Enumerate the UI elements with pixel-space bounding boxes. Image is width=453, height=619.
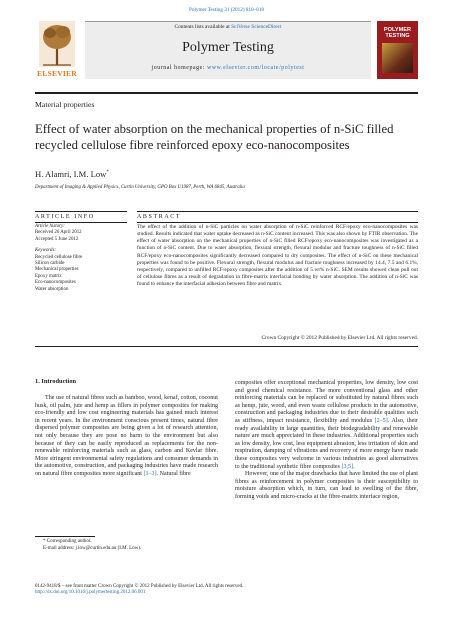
abstract-copyright: Crown Copyright © 2012 Published by Elsevier Ltd. All rights reserved. [261, 335, 418, 341]
cover-title: POLYMER TESTING [383, 27, 412, 39]
keyword: Eco-nanocomposites [35, 280, 76, 286]
intro-paragraph: However, one of the major drawbacks that have limited the use of plant fibres as reinforcement in polymer composites is their susceptibility to moisture absorption which, in turn, can lead to swelling of the fibre, forming voids and micro-cracks at the fibre-matrix interface region, [235, 471, 418, 500]
history-label: Article history: [35, 224, 65, 229]
journal-masthead [35, 17, 418, 93]
corresponding-author-note: Corresponding author. [46, 539, 92, 544]
author-list[interactable]: H. Alamri, I.M. Low [35, 169, 107, 179]
intro-heading: 1. Introduction [35, 378, 77, 385]
accepted-date: Accepted 5 June 2012 [35, 236, 79, 242]
elsevier-tree-icon [39, 21, 75, 67]
article-info-heading: ARTICLE INFO [35, 214, 95, 220]
journal-reference[interactable]: Polymer Testing 31 (2012) 810–818 [188, 7, 265, 13]
keyword: Mechanical properties [35, 267, 79, 273]
journal-banner [85, 21, 371, 79]
footnote-mark: * [43, 539, 46, 544]
keywords-label: Keywords: [35, 248, 57, 254]
abstract-header-rule [137, 222, 418, 223]
page-footer [35, 584, 418, 597]
homepage-link[interactable]: www.elsevier.com/locate/polytest [207, 65, 305, 71]
keyword: Epoxy matrix [35, 273, 62, 279]
authors [35, 169, 109, 179]
citation-link[interactable]: [3,5] [341, 463, 354, 470]
doi-link[interactable]: http://dx.doi.org/10.1016/j.polymertesting.2012.06.001 [35, 590, 146, 596]
footnote [35, 539, 225, 552]
abstract-bottom-rule [35, 346, 418, 347]
abstract-text: The effect of the addition of n-SiC particles on water absorption of n-SiC reinforced RCF/epoxy eco-nanocomposites was studied. Results indicated that water uptake decreased as n-SiC content increased. This was also shown by FTIR observation. The effect of water absorption on the mechanical properties of n-SiC filled RCF/epoxy eco-nanocomposites was investigated as a function of n-SiC content. Due to water absorption, flexural strength, flexural modulus and fracture toughness of n-SiC filled RCF/epoxy eco-nanocomposites significantly decreased compared to dry composites. The effect of n-SiC on these mechanical properties was found to be positive. Flexural strength, flexural modulus and fracture toughness increased by 14.4, 7.5 and 6.1%, respectively, compared to unfilled RCF/epoxy composites after the addition of 5 wt% n-SiC. SEM results showed clean pull out of cellulose fibres as a result of degradation in fibre-matrix interfacial bonding by water absorption. The addition of n-SiC was found to enhance the interfacial adhesion between fibre and matrix. [137, 224, 418, 288]
corresponding-mark[interactable]: * [106, 170, 109, 176]
abstract-heading: ABSTRACT [137, 214, 182, 220]
masthead-divider [35, 92, 418, 94]
elsevier-logo[interactable] [35, 21, 79, 79]
info-header-rule [35, 222, 127, 223]
keyword: Recycled cellulose fibre [35, 254, 83, 260]
article-info [35, 224, 127, 293]
contents-line: Contents lists available at SciVerse ScienceDirect [174, 24, 282, 30]
author-email[interactable]: E-mail address: j.low@curtin.edu.au (I.M. Low). [43, 545, 142, 551]
issn-line: 0142-9418/$ – see front matter Crown Copyright © 2012 Published by Elsevier Ltd. All rights reserved. [35, 584, 244, 589]
intro-column-left [35, 395, 218, 479]
citation-link[interactable]: [1–3] [143, 470, 157, 477]
keyword: Water absorption [35, 286, 69, 292]
journal-title: Polymer Testing [182, 40, 274, 55]
publisher-name: ELSEVIER [36, 69, 77, 78]
journal-cover[interactable] [377, 21, 418, 79]
keyword: Silicon carbide [35, 261, 65, 267]
section-label: Material properties [35, 100, 95, 109]
article-title: Effect of water absorption on the mechanical properties of n-SiC filled recycled cellulose fibre reinforced epoxy eco-nanocomposites [35, 122, 394, 152]
footnote-rule [35, 536, 95, 537]
received-date: Received 26 April 2012 [35, 230, 82, 236]
intro-paragraph: The use of natural fibres such as bamboo, wood, kenaf, cotton, coconut husk, oil palm, jute and hemp as fillers in polymer composites for making eco-friendly and low cost engineering materials has gained much interest in recent years. In the environment conscious present times, natural fibre dispersed polymer composites are being given a lot of research attention, not only because they are pose no harm to the environment but also because of they can be easily reproduced as replacements for the non-renewable reinforcing materials such as glass, carbon and Kevlar fibre. More stringent environmental safety regulations and consumer demands in the automotive, construction, and packaging industries have made research on natural fibre composites more significant [1–3]. Natural fibre [35, 395, 218, 477]
abstract-top-rule [137, 211, 418, 212]
intro-column-right [235, 380, 418, 502]
info-top-rule [35, 211, 127, 212]
intro-paragraph: composites offer exceptional mechanical properties, low density, low cost and good chemical resistance. The more conventional glass and other reinforcing materials can be replaced or substituted by natural fibres such as hemp, jute, wood, and even waste cellulose products in the automotive, construction and packaging industries due to their desirable qualities such as stiffness, impact resistance, flexibility and modulus [2–5]. Also, their ready availability in large quantities, their biodegradability and renewable nature are much appreciated in these industries. Additional properties such as low density, low cost, less equipment abrasion, less irritation of skin and respiration, damping of vibrations and recovery of more energy have made these composites very welcome in various industries as good alternatives to the traditional synthetic fibre composites [3,5]. [235, 380, 418, 470]
journal-homepage: journal homepage: www.elsevier.com/locate/polytest [151, 65, 305, 71]
citation-link[interactable]: [2–5] [374, 417, 388, 424]
sciencedirect-link[interactable]: SciVerse ScienceDirect [231, 24, 282, 30]
affiliation: Department of Imaging & Applied Physics, Curtin University, GPO Box U1987, Perth, WA 6845, Australia [35, 185, 245, 190]
cover-image [382, 43, 413, 73]
